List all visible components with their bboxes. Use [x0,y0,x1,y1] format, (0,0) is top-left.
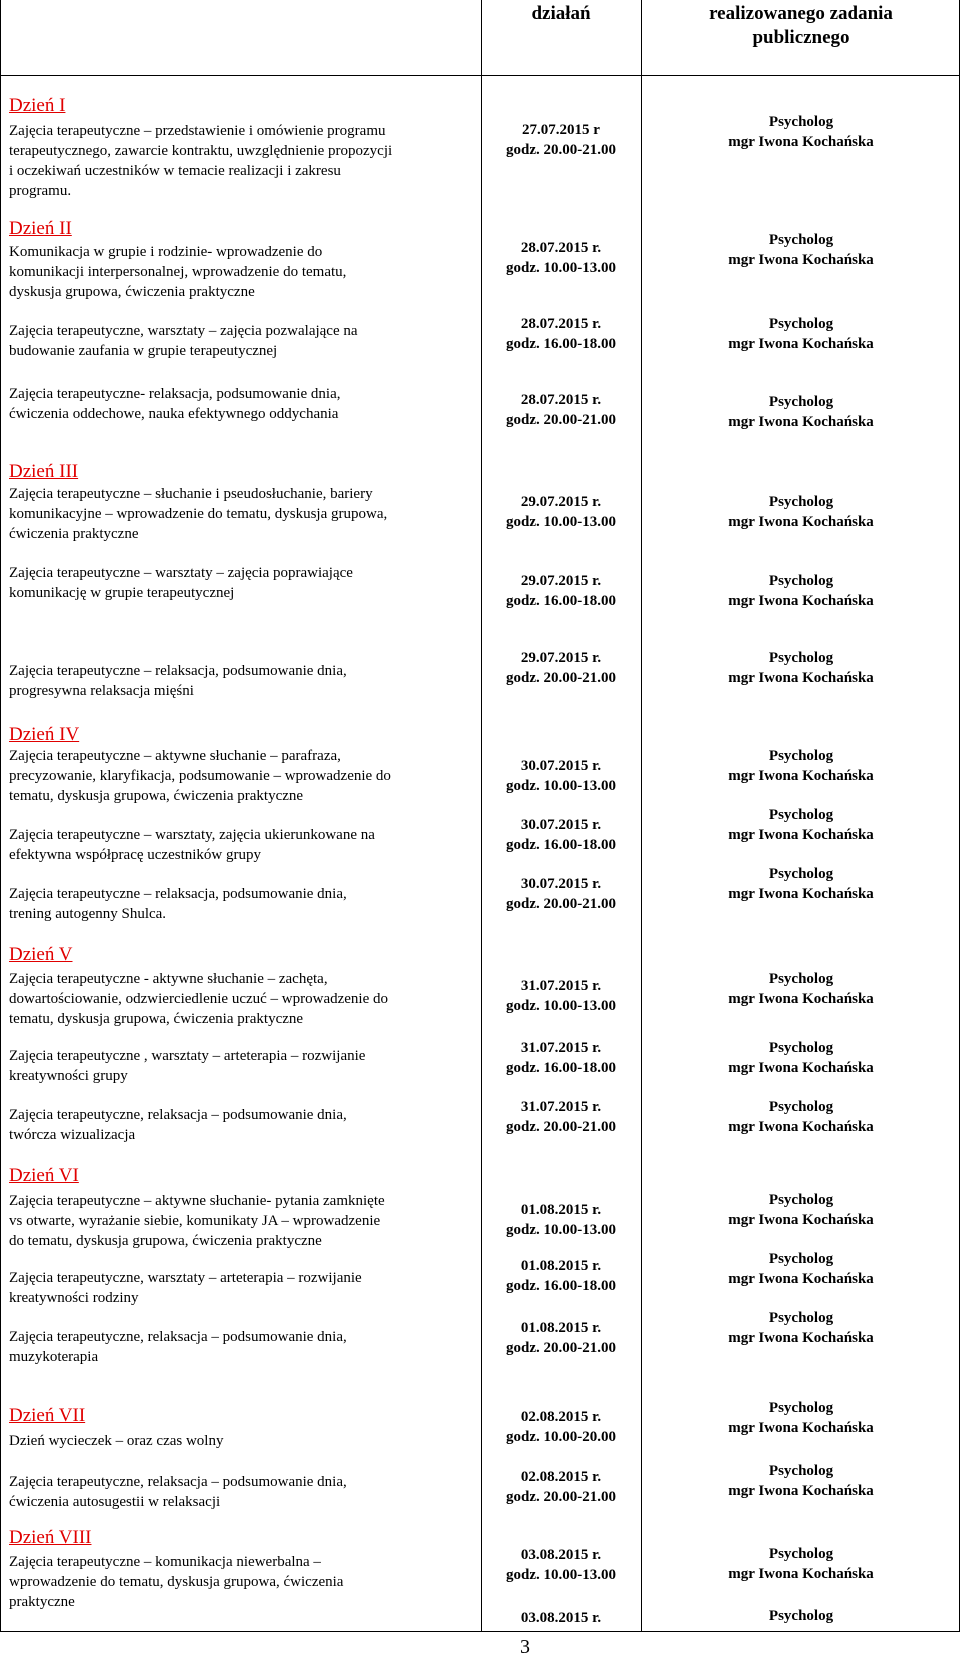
executor-line: Psycholog [768,232,834,248]
executor-line: mgr Iwona Kochańska [728,1060,874,1076]
activity-executor [642,1398,960,1438]
description-line: trening autogenny Shulca. [9,906,167,922]
date-line: 31.07.2015 r. [520,1099,602,1115]
day-heading: Dzień VI [9,1165,79,1186]
executor-line: Psycholog [768,1310,834,1326]
day-heading: Dzień V [9,944,73,965]
executor-line: mgr Iwona Kochańska [728,1483,874,1499]
day-heading: Dzień II [9,218,72,239]
description-line: terapeutycznego, zawarcie kontraktu, uwzględnienie propozycji [9,143,393,159]
date-line: godz. 20.00-21.00 [506,1489,616,1505]
executor-line: Psycholog [768,114,834,130]
date-line: godz. 10.00-20.00 [506,1429,616,1445]
activity-description [9,1268,479,1308]
activity-date [482,1545,640,1585]
activity-date [482,1467,640,1507]
date-line: 28.07.2015 r. [520,240,602,256]
executor-line: Psycholog [768,650,834,666]
date-line: 30.07.2015 r. [520,817,602,833]
header-exec-line-1: realizowanego zadania [709,3,893,24]
description-line: Komunikacja w grupie i rodzinie- wprowadzenie do [9,244,323,260]
executor-line: mgr Iwona Kochańska [728,827,874,843]
executor-line: mgr Iwona Kochańska [728,514,874,530]
description-line: Zajęcia terapeutyczne – przedstawienie i omówienie programu [9,123,386,139]
executor-line: mgr Iwona Kochańska [728,991,874,1007]
executor-line: mgr Iwona Kochańska [728,886,874,902]
table-bottom-rule [0,1631,960,1632]
executor-line: Psycholog [768,1546,834,1562]
executor-line: mgr Iwona Kochańska [728,336,874,352]
header-exec-column [642,2,960,77]
executor-line: mgr Iwona Kochańska [728,134,874,150]
executor-line: mgr Iwona Kochańska [728,1566,874,1582]
executor-line: mgr Iwona Kochańska [728,670,874,686]
activity-executor [642,112,960,152]
activity-executor [642,969,960,1009]
description-line: Zajęcia terapeutyczne – komunikacja niewerbalna – [9,1554,321,1570]
header-exec-line-2: publicznego [752,27,850,48]
activity-description [9,484,479,544]
activity-date [482,815,640,855]
activity-executor [642,1606,960,1626]
date-line: 31.07.2015 r. [520,1040,602,1056]
activity-date [482,1407,640,1447]
activity-description [9,1191,479,1251]
description-line: komunikacyjne – wprowadzenie do tematu, dyskusja grupowa, [9,506,388,522]
description-line: progresywna relaksacja mięśni [9,683,194,699]
description-line: efektywna współpracę uczestników grupy [9,847,261,863]
activity-description [9,661,479,701]
description-line: twórcza wizualizacja [9,1127,136,1143]
day-heading: Dzień III [9,461,79,482]
activity-description [9,825,479,865]
date-line: godz. 10.00-13.00 [506,260,616,276]
date-line: godz. 16.00-18.00 [506,593,616,609]
executor-line: Psycholog [768,1400,834,1416]
executor-line: Psycholog [768,1040,834,1056]
date-line: godz. 16.00-18.00 [506,1060,616,1076]
date-line: godz. 10.00-13.00 [506,514,616,530]
activity-date [482,1608,640,1628]
description-line: vs otwarte, wyrażanie siebie, komunikaty JA – wprowadzenie [9,1213,381,1229]
activity-executor [642,1249,960,1289]
description-line: Zajęcia terapeutyczne – aktywne słuchanie – parafraza, [9,748,341,764]
description-line: Zajęcia terapeutyczne – relaksacja, podsumowanie dnia, [9,886,347,902]
activity-executor [642,1544,960,1584]
description-line: Zajęcia terapeutyczne – warsztaty – zajęcia poprawiające [9,565,353,581]
activity-description [9,384,479,424]
executor-line: Psycholog [768,494,834,510]
header-date-label: działań [531,3,591,24]
description-line: wprowadzenie do tematu, dyskusja grupowa, ćwiczenia [9,1574,344,1590]
date-line: godz. 20.00-21.00 [506,670,616,686]
description-line: Zajęcia terapeutyczne, warsztaty – zajęcia pozwalające na [9,323,358,339]
date-line: 31.07.2015 r. [520,978,602,994]
activity-date [482,390,640,430]
description-line: dowartościowanie, odzwierciedlenie uczuć – wprowadzenie do [9,991,389,1007]
executor-line: Psycholog [768,316,834,332]
executor-line: mgr Iwona Kochańska [728,1119,874,1135]
executor-line: Psycholog [768,1099,834,1115]
activity-description [9,321,479,361]
activity-executor [642,492,960,532]
description-line: komunikację w grupie terapeutycznej [9,585,235,601]
date-line: godz. 10.00-13.00 [506,1567,616,1583]
activity-executor [642,648,960,688]
header-date-column [482,2,640,77]
executor-line: mgr Iwona Kochańska [728,1330,874,1346]
day-heading: Dzień I [9,95,66,116]
date-line: godz. 10.00-13.00 [506,998,616,1014]
activity-date [482,492,640,532]
activity-date [482,120,640,160]
date-line: 29.07.2015 r. [520,494,602,510]
activity-executor [642,1038,960,1078]
date-line: 30.07.2015 r. [520,758,602,774]
date-line: godz. 16.00-18.00 [506,837,616,853]
description-line: Zajęcia terapeutyczne, relaksacja – podsumowanie dnia, [9,1107,347,1123]
description-line: Zajęcia terapeutyczne- relaksacja, podsumowanie dnia, [9,386,341,402]
activity-description [9,1472,479,1512]
executor-line: mgr Iwona Kochańska [728,768,874,784]
activity-executor [642,230,960,270]
date-line: godz. 20.00-21.00 [506,142,616,158]
activity-executor [642,805,960,845]
description-line: Zajęcia terapeutyczne, warsztaty – arteterapia – rozwijanie [9,1270,362,1286]
activity-description [9,563,479,603]
executor-line: Psycholog [768,971,834,987]
description-line: ćwiczenia autosugestii w relaksacji [9,1494,221,1510]
executor-line: Psycholog [768,394,834,410]
activity-date [482,1097,640,1137]
activity-executor [642,1308,960,1348]
date-line: 27.07.2015 r [522,122,600,138]
executor-line: mgr Iwona Kochańska [728,252,874,268]
day-heading: Dzień VIII [9,1527,92,1548]
activity-executor [642,746,960,786]
date-line: godz. 20.00-21.00 [506,412,616,428]
description-line: kreatywności grupy [9,1068,128,1084]
activity-description [9,969,479,1029]
activity-description [9,1327,479,1367]
executor-line: mgr Iwona Kochańska [728,593,874,609]
activity-date [482,238,640,278]
date-line: 02.08.2015 r. [520,1409,602,1425]
activity-date [482,1200,640,1240]
activity-date [482,571,640,611]
date-line: godz. 20.00-21.00 [506,896,616,912]
executor-line: Psycholog [768,807,834,823]
activity-executor [642,392,960,432]
description-line: programu. [9,183,72,199]
description-line: Zajęcia terapeutyczne – aktywne słuchanie- pytania zamknięte [9,1193,385,1209]
activity-executor [642,314,960,354]
executor-line: mgr Iwona Kochańska [728,1420,874,1436]
date-line: godz. 20.00-21.00 [506,1119,616,1135]
description-line: Zajęcia terapeutyczne – warsztaty, zajęcia ukierunkowane na [9,827,375,843]
description-line: tematu, dyskusja grupowa, ćwiczenia praktyczne [9,788,304,804]
description-line: Zajęcia terapeutyczne - aktywne słuchanie – zachęta, [9,971,328,987]
date-line: 03.08.2015 r. [520,1547,602,1563]
activity-date [482,314,640,354]
activity-executor [642,1190,960,1230]
date-line: 01.08.2015 r. [520,1258,602,1274]
description-line: komunikacji interpersonalnej, wprowadzenie do tematu, [9,264,347,280]
activity-description [9,1046,479,1086]
executor-line: Psycholog [768,1251,834,1267]
activity-description [9,746,479,806]
activity-description [9,1105,479,1145]
date-line: 01.08.2015 r. [520,1320,602,1336]
date-line: 28.07.2015 r. [520,316,602,332]
activity-executor [642,1097,960,1137]
description-line: ćwiczenia oddechowe, nauka efektywnego oddychania [9,406,339,422]
description-line: do tematu, dyskusja grupowa, ćwiczenia praktyczne [9,1233,322,1249]
description-line: Zajęcia terapeutyczne, relaksacja – podsumowanie dnia, [9,1329,347,1345]
day-heading: Dzień VII [9,1405,86,1426]
executor-line: Psycholog [768,1463,834,1479]
description-line: Zajęcia terapeutyczne , warsztaty – arteterapia – rozwijanie [9,1048,366,1064]
description-line: muzykoterapia [9,1349,99,1365]
description-line: Zajęcia terapeutyczne – słuchanie i pseudosłuchanie, bariery [9,486,373,502]
description-line: precyzowanie, klaryfikacja, podsumowanie – wprowadzenie do [9,768,391,784]
day-heading: Dzień IV [9,724,80,745]
date-line: 30.07.2015 r. [520,876,602,892]
description-line: tematu, dyskusja grupowa, ćwiczenia praktyczne [9,1011,304,1027]
activity-description [9,242,479,302]
date-line: godz. 16.00-18.00 [506,336,616,352]
description-line: Zajęcia terapeutyczne, relaksacja – podsumowanie dnia, [9,1474,347,1490]
activity-date [482,1318,640,1358]
activity-description [9,1552,479,1612]
executor-line: Psycholog [768,866,834,882]
activity-date [482,756,640,796]
activity-date [482,976,640,1016]
executor-line: Psycholog [768,748,834,764]
activity-executor [642,1461,960,1501]
page-number: 3 [520,1636,530,1658]
table-border-left [0,0,1,1632]
description-line: budowanie zaufania w grupie terapeutycznej [9,343,278,359]
header-bottom-rule [0,75,960,76]
executor-line: Psycholog [768,573,834,589]
description-line: dyskusja grupowa, ćwiczenia praktyczne [9,284,255,300]
date-line: 29.07.2015 r. [520,650,602,666]
date-line: godz. 10.00-13.00 [506,1222,616,1238]
date-line: 29.07.2015 r. [520,573,602,589]
description-line: ćwiczenia praktyczne [9,526,139,542]
date-line: 01.08.2015 r. [520,1202,602,1218]
activity-description [9,1431,479,1451]
date-line: godz. 16.00-18.00 [506,1278,616,1294]
date-line: 03.08.2015 r. [520,1610,602,1626]
executor-line: Psycholog [768,1608,834,1624]
activity-executor [642,864,960,904]
activity-date [482,1038,640,1078]
executor-line: mgr Iwona Kochańska [728,1271,874,1287]
executor-line: mgr Iwona Kochańska [728,1212,874,1228]
description-line: praktyczne [9,1594,75,1610]
date-line: godz. 10.00-13.00 [506,778,616,794]
activity-description [9,121,479,201]
description-line: i oczekiwań uczestników w temacie realizacji i zakresu [9,163,341,179]
description-line: kreatywności rodziny [9,1290,139,1306]
date-line: godz. 20.00-21.00 [506,1340,616,1356]
activity-executor [642,571,960,611]
description-line: Zajęcia terapeutyczne – relaksacja, podsumowanie dnia, [9,663,347,679]
activity-description [9,884,479,924]
date-line: 02.08.2015 r. [520,1469,602,1485]
activity-date [482,1256,640,1296]
executor-line: mgr Iwona Kochańska [728,414,874,430]
executor-line: Psycholog [768,1192,834,1208]
description-line: Dzień wycieczek – oraz czas wolny [9,1433,224,1449]
activity-date [482,648,640,688]
activity-date [482,874,640,914]
date-line: 28.07.2015 r. [520,392,602,408]
